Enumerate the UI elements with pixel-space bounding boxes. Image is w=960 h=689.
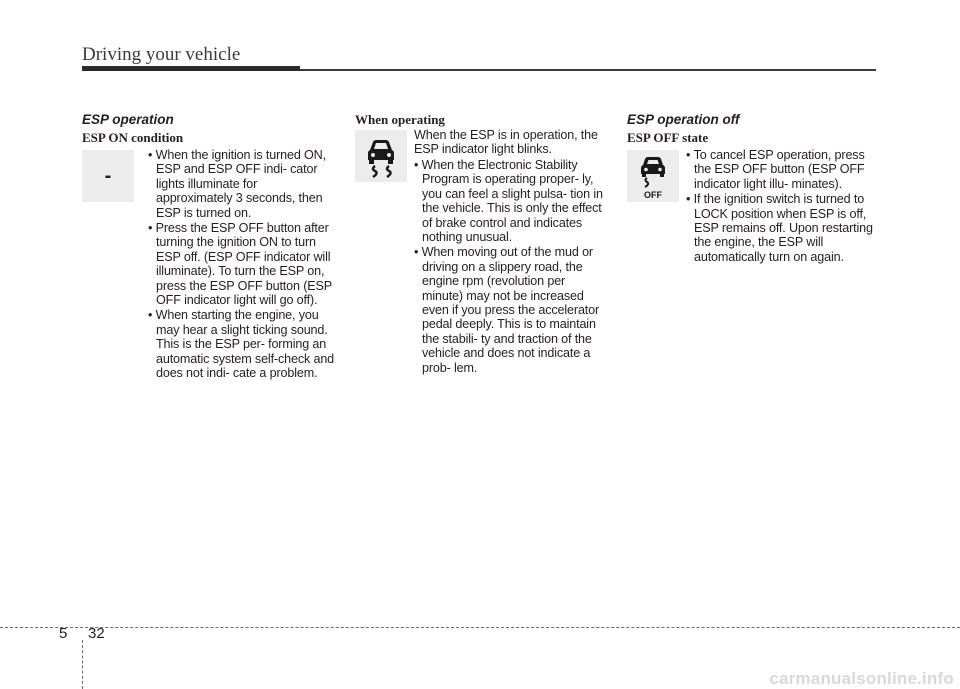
section-title-esp-operation-off: ESP operation off — [627, 112, 740, 127]
list-item: • If the ignition switch is turned to LOCK position when ESP is off, ESP remains off. Upon restarting the engine, the ESP will automatically turn on again. — [686, 192, 882, 264]
list-item: • To cancel ESP operation, press the ESP OFF button (ESP OFF indicator light illu- minates). — [686, 148, 882, 191]
when-operating-intro: When the ESP is in operation, the ESP indicator light blinks. — [414, 128, 598, 157]
subhead-when-operating: When operating — [355, 112, 445, 127]
list-item: • Press the ESP OFF button after turning the ignition ON to turn ESP off. (ESP OFF indicator will illuminate). To turn the ESP on, press the ESP OFF button (ESP OFF indicator light will go off). — [148, 221, 336, 307]
list-item: • When the Electronic Stability Program is operating proper- ly, you can feel a slight pulsa- tion in the vehicle. This is only the effect of brake control and indicates nothing unusual. — [414, 158, 607, 244]
list-item: • When the ignition is turned ON, ESP and ESP OFF indi- cator lights illuminate for approximately 3 seconds, then ESP is turned on. — [148, 148, 336, 220]
footer-divider — [82, 640, 83, 689]
column-when-operating — [355, 112, 607, 375]
esp-off-bullets — [686, 148, 882, 265]
column-esp-operation-off — [627, 112, 882, 264]
header-rule-thin — [300, 69, 876, 71]
when-operating-bullets — [414, 158, 607, 376]
subhead-esp-on-condition: ESP ON condition — [82, 130, 184, 145]
off-label: OFF — [644, 190, 662, 200]
skidding-car-icon — [355, 130, 407, 182]
header-rule-thick — [82, 66, 300, 71]
column-esp-operation — [82, 112, 338, 381]
esp-on-bullets — [148, 148, 336, 382]
watermark: carmanualsonline.info — [769, 669, 954, 688]
esp-indicator-icon — [355, 130, 407, 182]
section-title-esp-operation: ESP operation — [82, 112, 174, 127]
skidding-car-off-icon — [627, 150, 679, 202]
page-header-title: Driving your vehicle — [82, 44, 241, 65]
subhead-esp-off-state: ESP OFF state — [627, 130, 709, 145]
chapter-number: 5 — [59, 625, 68, 642]
footer-rule — [0, 627, 960, 628]
list-item: • When moving out of the mud or driving on a slippery road, the engine rpm (revolution per minute) may not be increased even if you press the accelerator pedal deeply. This is to maintain the stabili- ty and traction of the vehicle and does not indicate a prob- lem. — [414, 245, 607, 375]
list-item: • When starting the engine, you may hear a slight ticking sound. This is the ESP per- forming an automatic system self-check and does not indi- cate a problem. — [148, 308, 336, 380]
placeholder-dash: - — [104, 165, 112, 187]
esp-off-indicator-icon — [627, 150, 679, 202]
esp-indicator-placeholder-icon — [82, 150, 134, 202]
page-number: 32 — [88, 625, 105, 642]
